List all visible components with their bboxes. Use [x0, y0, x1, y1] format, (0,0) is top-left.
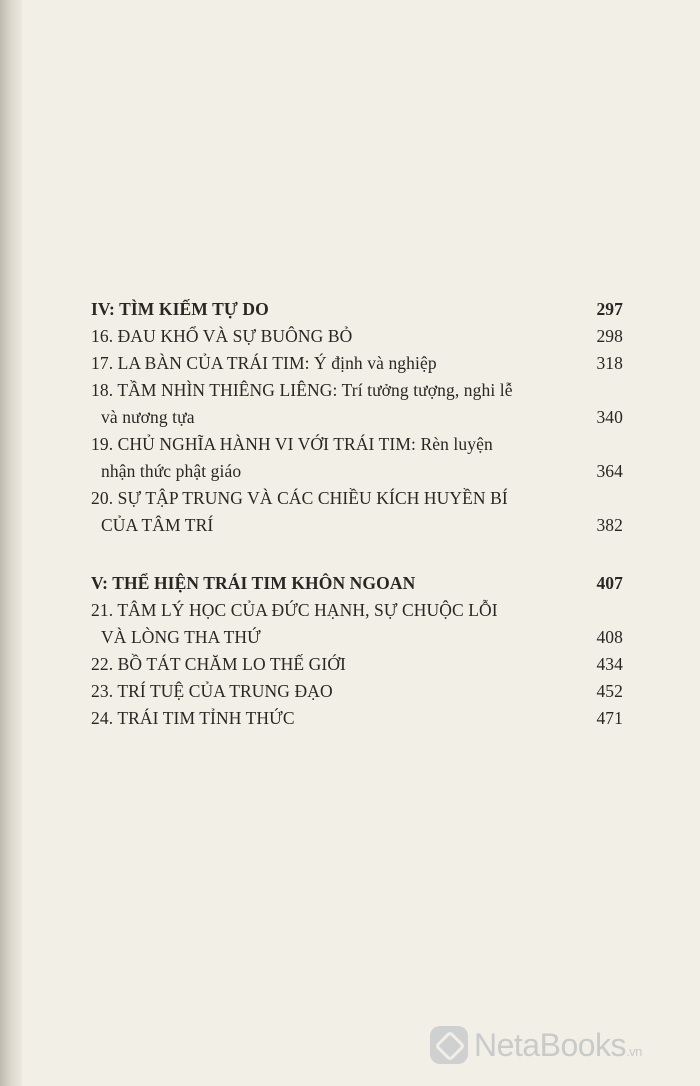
toc-entry-title: nhận thức phật giáo — [101, 461, 242, 481]
toc-chapter-entry — [91, 678, 623, 705]
toc-page-number: 364 — [596, 461, 623, 481]
toc-chapter-entry — [91, 404, 623, 431]
toc-entry-title: 22. BỒ TÁT CHĂM LO THẾ GIỚI — [91, 654, 346, 674]
toc-chapter-entry — [91, 431, 623, 458]
netabooks-logo-icon — [430, 1026, 468, 1064]
toc-chapter-entry — [91, 350, 623, 377]
toc-entry-title: CỦA TÂM TRÍ — [101, 515, 214, 535]
table-of-contents — [91, 296, 623, 732]
toc-page-number: 471 — [596, 708, 623, 728]
toc-chapter-entry — [91, 624, 623, 651]
toc-entry-title: V: THỂ HIỆN TRÁI TIM KHÔN NGOAN — [91, 573, 416, 593]
toc-entry-title: 21. TÂM LÝ HỌC CỦA ĐỨC HẠNH, SỰ CHUỘC LỖI — [91, 600, 498, 620]
toc-page-number: 452 — [596, 681, 623, 701]
watermark — [430, 1023, 690, 1067]
toc-entry-title: 17. LA BÀN CỦA TRÁI TIM: Ý định và nghiệp — [91, 353, 437, 373]
toc-entry-title: 18. TẦM NHÌN THIÊNG LIÊNG: Trí tưởng tượng, nghi lễ — [91, 380, 513, 400]
toc-page-number: 340 — [596, 407, 623, 427]
toc-page-number: 408 — [596, 627, 623, 647]
toc-chapter-entry — [91, 651, 623, 678]
toc-part-entry — [91, 570, 623, 597]
toc-part-entry — [91, 296, 623, 323]
toc-page-number: 298 — [596, 326, 623, 346]
toc-chapter-entry — [91, 377, 623, 404]
toc-page-number: 297 — [596, 299, 623, 319]
toc-page-number: 434 — [596, 654, 623, 674]
toc-chapter-entry — [91, 597, 623, 624]
toc-entry-title: 16. ĐAU KHỔ VÀ SỰ BUÔNG BỎ — [91, 326, 353, 346]
toc-chapter-entry — [91, 705, 623, 732]
toc-entry-title: và nương tựa — [101, 407, 195, 427]
section-gap — [91, 539, 623, 570]
toc-chapter-entry — [91, 485, 623, 512]
toc-page-number: 407 — [596, 573, 623, 593]
toc-entry-title: 23. TRÍ TUỆ CỦA TRUNG ĐẠO — [91, 681, 333, 701]
toc-entry-title: 24. TRÁI TIM TỈNH THỨC — [91, 708, 295, 728]
toc-entry-title: VÀ LÒNG THA THỨ — [101, 627, 261, 647]
toc-entry-title: 20. SỰ TẬP TRUNG VÀ CÁC CHIỀU KÍCH HUYỀN BÍ — [91, 488, 508, 508]
toc-page-number: 318 — [596, 353, 623, 373]
watermark-text: NetaBooks.vn — [474, 1026, 642, 1063]
toc-chapter-entry — [91, 458, 623, 485]
toc-chapter-entry — [91, 512, 623, 539]
book-spine-shadow — [0, 0, 22, 1086]
toc-entry-title: 19. CHỦ NGHĨA HÀNH VI VỚI TRÁI TIM: Rèn luyện — [91, 434, 493, 454]
toc-entry-title: IV: TÌM KIẾM TỰ DO — [91, 299, 269, 319]
toc-chapter-entry — [91, 323, 623, 350]
toc-page-number: 382 — [596, 515, 623, 535]
